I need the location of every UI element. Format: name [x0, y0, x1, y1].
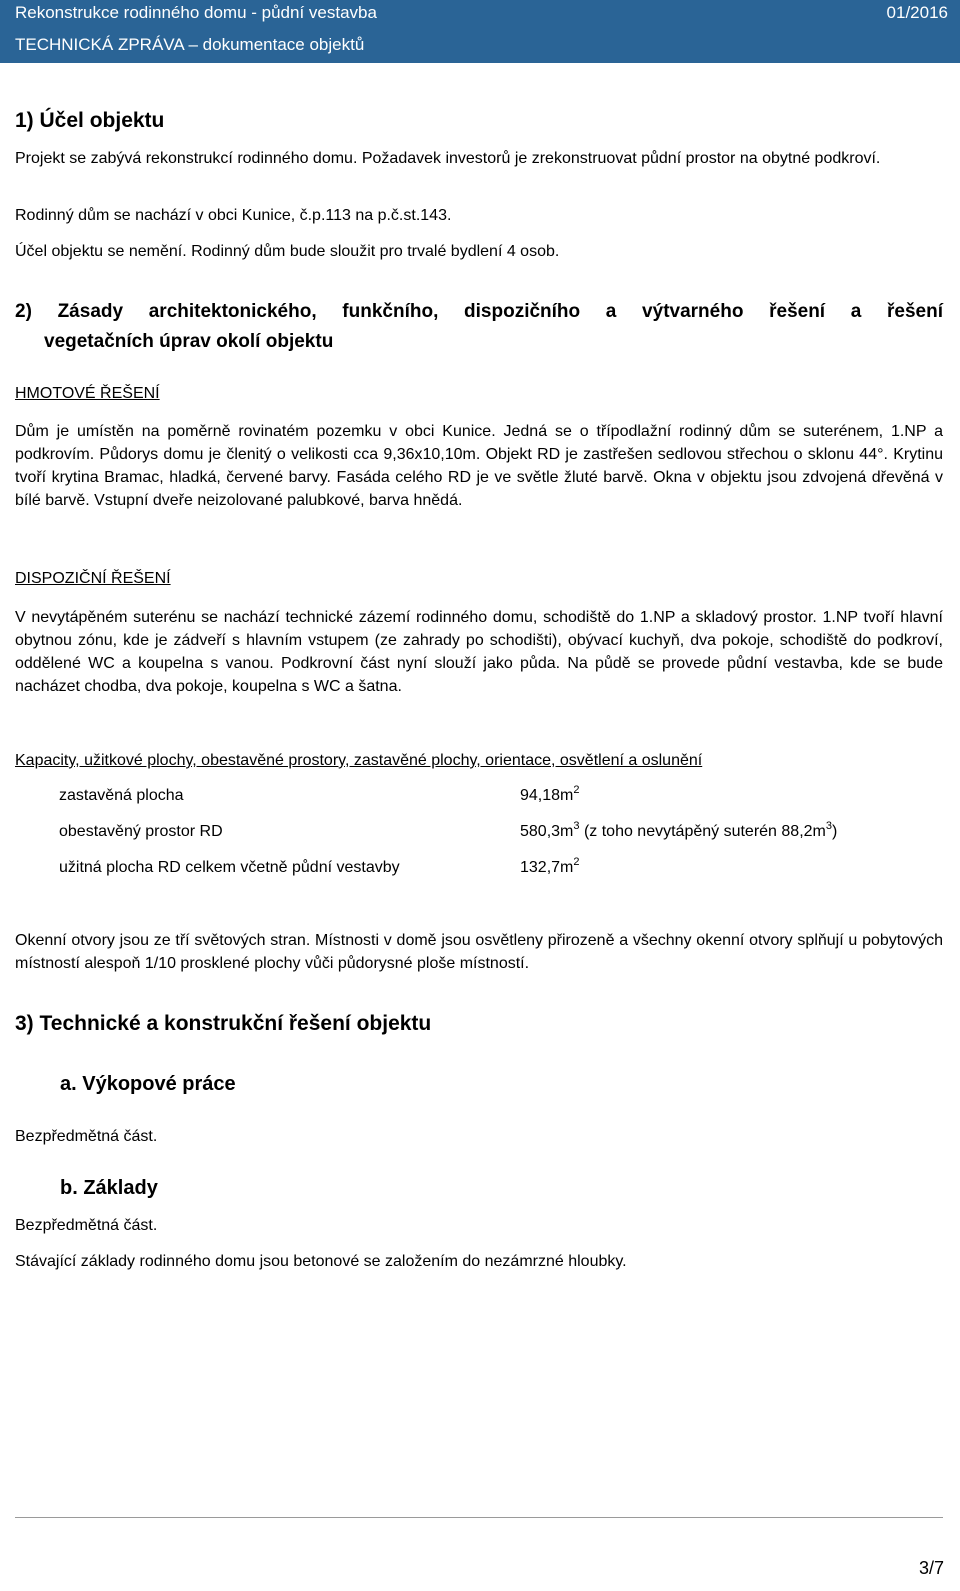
section-1-paragraph-3: Účel objektu se nemění. Rodinný dům bude sloužit pro trvalé bydlení 4 osob. — [15, 243, 560, 260]
subsection-a-title: a. Výkopové práce — [60, 1073, 236, 1095]
header-document-title: TECHNICKÁ ZPRÁVA – dokumentace objektů — [15, 35, 365, 54]
section-1-paragraph-1: Projekt se zabývá rekonstrukcí rodinného domu. Požadavek investorů je zrekonstruovat půdní prostor na obytné podkroví. — [15, 150, 881, 167]
section-2-title-line-2: vegetačních úprav okolí objektu — [44, 331, 334, 352]
windows-lighting-text: Okenní otvory jsou ze tří světových stran. Místnosti v domě jsou osvětleny přirozeně a všechny okenní otvory splňují u pobytových místností alespoň 1/10 prosklené plochy vůči půdorysné ploše místností. — [15, 932, 943, 972]
section-1-title: 1) Účel objektu — [15, 109, 165, 132]
section-3-title: 3) Technické a konstrukční řešení objektu — [15, 1012, 432, 1035]
section-2-title-line-1: 2) Zásady architektonického, funkčního, dispozičního a výtvarného řešení a řešení — [15, 301, 943, 322]
capacity-heading: Kapacity, užitkové plochy, obestavěné prostory, zastavěné plochy, orientace, osvětlení a oslunění — [15, 752, 703, 769]
page-header — [0, 0, 960, 63]
section-2-title — [15, 297, 943, 357]
hmotove-reseni-heading: HMOTOVÉ ŘEŠENÍ — [15, 385, 160, 402]
dispozicni-reseni-heading: DISPOZIČNÍ ŘEŠENÍ — [15, 570, 171, 587]
hmotove-reseni-text: Dům je umístěn na poměrně rovinatém pozemku v obci Kunice. Jedná se o třípodlažní rodinný dům se suterénem, 1.NP a podkrovím. Půdorys domu je členitý o velikosti cca 9,36x10,10m. Objekt RD je zastřešen sedlovou střechou o sklonu 44°. Krytinu tvoří krytina Bramac, hladká, červené barvy. Fasáda celého RD je ve světle žluté barvě. Okna v objektu jsou zdvojená dřevěná v bílé barvě. Vstupní dveře neizolované palubkové, barva hnědá. — [15, 423, 943, 509]
subsection-b-text-1: Bezpředmětná část. — [15, 1217, 158, 1234]
page-number: 3/7 — [918, 1558, 944, 1578]
dispozicni-reseni-text: V nevytápěném suterénu se nachází technické zázemí rodinného domu, schodiště do 1.NP a skladový prostor. 1.NP tvoří hlavní obytnou zónu, kde je zádveří s hlavním vstupem (ze zahrady po schodišti), obývací kuchyň, dva pokoje, schodiště do podkroví, oddělené WC a koupelna s vanou. Podkrovní část nyní slouží jako půda. Na půdě se provede půdní vestavba, kde se bude nacházet chodba, dva pokoje, koupelna s WC a šatna. — [15, 609, 943, 695]
footer-divider — [15, 1517, 943, 1518]
subsection-a-text: Bezpředmětná část. — [15, 1128, 158, 1145]
section-1-paragraph-2: Rodinný dům se nachází v obci Kunice, č.p.113 na p.č.st.143. — [15, 207, 452, 224]
subsection-b-title: b. Základy — [60, 1177, 158, 1199]
subsection-b-text-2: Stávající základy rodinného domu jsou betonové se založením do nezámrzné hloubky. — [15, 1253, 627, 1270]
header-date: 01/2016 — [886, 3, 948, 22]
header-project-title: Rekonstrukce rodinného domu - půdní vestavba — [15, 3, 377, 22]
